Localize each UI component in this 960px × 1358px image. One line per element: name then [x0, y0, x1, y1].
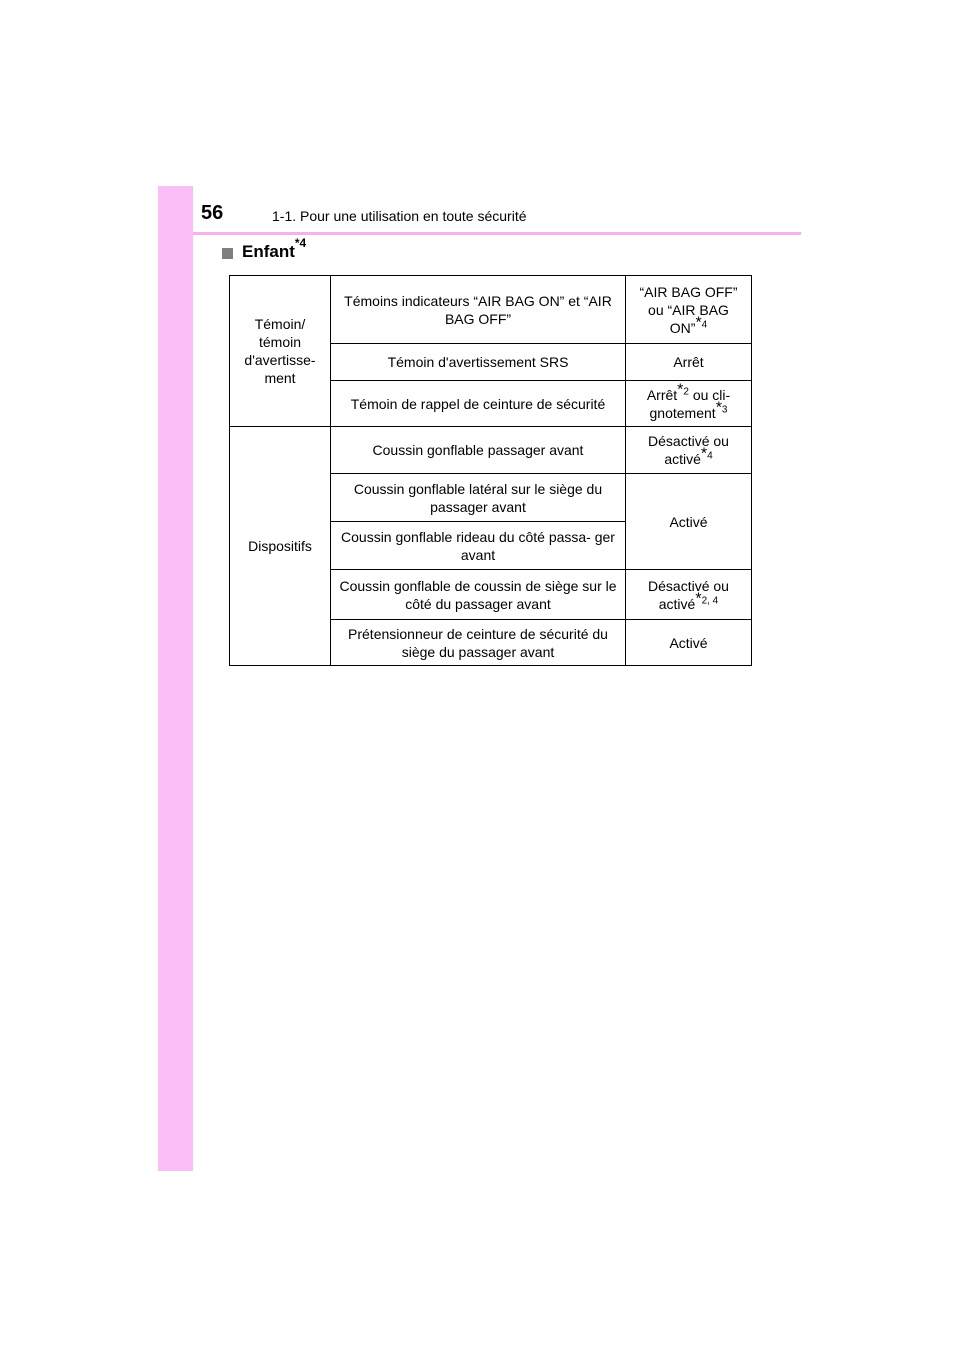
state-text: Désactivé ou activé: [648, 577, 729, 612]
state-text: Désactivé ou activé: [648, 433, 729, 467]
footnote-ref: 2, 4: [701, 594, 719, 606]
item-cell: Prétensionneur de ceinture de sécurité du siège du passager avant: [331, 620, 626, 666]
footnote-ref: 3: [721, 403, 728, 415]
footnote-star: *: [695, 589, 702, 607]
item-cell: Témoin de rappel de ceinture de sécurité: [331, 381, 626, 427]
footnote-ref: 2: [683, 385, 689, 397]
group-cell-devices: Dispositifs: [230, 427, 331, 666]
chapter-title: 1-1. Pour une utilisation en toute sécurité: [272, 208, 527, 224]
state-cell: [626, 381, 752, 427]
table-row: [230, 427, 752, 474]
footnote-ref: 4: [701, 318, 708, 330]
state-text: Arrêt: [646, 386, 678, 403]
page-number: 56: [201, 202, 224, 224]
footnote-star: *: [715, 398, 722, 416]
item-cell: Coussin gonflable latéral sur le siège du passager avant: [331, 474, 626, 522]
chapter-side-tab: [158, 186, 193, 1171]
state-cell: [626, 570, 752, 620]
state-cell: [626, 276, 752, 344]
footnote-ref: 4: [707, 450, 713, 462]
state-cell: Activé: [626, 620, 752, 666]
section-note-ref: *4: [294, 236, 307, 250]
footnote-star: *: [695, 313, 702, 331]
state-cell: [626, 427, 752, 474]
footnote-star: *: [700, 445, 708, 463]
item-cell: Coussin gonflable passager avant: [331, 427, 626, 474]
footnote-star: *: [677, 380, 684, 398]
header-rule: [193, 232, 801, 235]
item-cell: Témoin d'avertissement SRS: [331, 344, 626, 381]
table-row: [230, 276, 752, 344]
airbag-status-table: [229, 275, 752, 666]
section-heading: [222, 236, 307, 262]
state-cell: Arrêt: [626, 344, 752, 381]
state-text: ou cli- gnotement: [649, 386, 731, 421]
group-cell-indicators: Témoin/ témoin d'avertisse- ment: [230, 276, 331, 427]
square-bullet-icon: [222, 248, 233, 259]
state-cell: Activé: [626, 474, 752, 570]
section-title: Enfant: [242, 242, 295, 261]
item-cell: Coussin gonflable de coussin de siège sur le côté du passager avant: [331, 570, 626, 620]
state-text: “AIR BAG OFF” ou “AIR BAG ON”: [639, 283, 738, 336]
item-cell: Coussin gonflable rideau du côté passa- ger avant: [331, 522, 626, 570]
item-cell: Témoins indicateurs “AIR BAG ON” et “AIR BAG OFF”: [331, 276, 626, 344]
